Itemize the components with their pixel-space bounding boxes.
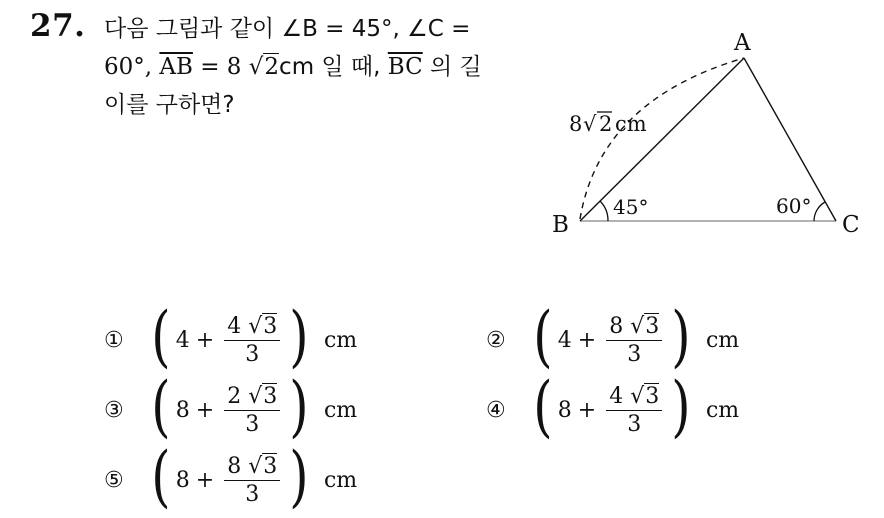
plus-sign: + xyxy=(577,397,597,423)
equals-eight: = 8 xyxy=(192,54,249,80)
side-label-radical: √ xyxy=(583,112,597,136)
side-label-coef: 8 xyxy=(569,112,583,136)
whole-part: 4 xyxy=(175,327,190,353)
fraction xyxy=(606,384,662,437)
side-label-unit: cm xyxy=(615,112,647,136)
choice-number: ② xyxy=(486,327,506,353)
choice-number: ③ xyxy=(104,397,124,423)
angle-c-value: 60°, xyxy=(104,54,160,80)
numerator-coef: 8 xyxy=(227,453,242,479)
vertex-a-label: A xyxy=(734,30,751,56)
numerator-coef: 4 xyxy=(227,313,242,339)
segment-ab: $\overline{AB}$ xyxy=(159,54,193,80)
unit: cm xyxy=(323,397,358,423)
side-ab xyxy=(580,58,744,221)
angle-arc-c xyxy=(814,202,825,221)
whole-part: 8 xyxy=(175,467,190,493)
radical-sign: √ xyxy=(630,383,645,409)
choice-number: ⑤ xyxy=(104,467,124,493)
choice-1[interactable] xyxy=(104,298,358,376)
vertex-b-label: B xyxy=(552,212,569,238)
choice-number: ① xyxy=(104,327,124,353)
plus-sign: + xyxy=(195,467,215,493)
denominator: 3 xyxy=(245,481,260,507)
angle-b-label: 45° xyxy=(613,195,649,219)
choice-4[interactable] xyxy=(486,368,740,446)
open-paren: ( xyxy=(151,368,171,445)
numerator-coef: 4 xyxy=(609,383,624,409)
unit-and-condition: cm 일 때, xyxy=(279,54,388,80)
angle-c-label: 60° xyxy=(776,194,812,218)
close-paren: ) xyxy=(671,298,691,375)
close-paren: ) xyxy=(671,368,691,445)
unit: cm xyxy=(323,327,358,353)
radicand: 2 xyxy=(264,54,280,80)
unit: cm xyxy=(705,397,740,423)
numerator-coef: 8 xyxy=(609,313,624,339)
denominator: 3 xyxy=(627,411,642,437)
close-paren: ) xyxy=(289,438,309,515)
whole-part: 8 xyxy=(175,397,190,423)
radicand: 3 xyxy=(645,383,660,409)
question-line-1: 다음 그림과 같이 ∠B = 45°, ∠C = xyxy=(104,16,471,42)
radical-sign: √ xyxy=(248,313,263,339)
denominator: 3 xyxy=(627,341,642,367)
denominator: 3 xyxy=(245,411,260,437)
open-paren: ( xyxy=(151,298,171,375)
fraction xyxy=(224,454,280,507)
choice-number: ④ xyxy=(486,397,506,423)
plus-sign: + xyxy=(195,327,215,353)
question-tail: 의 길 xyxy=(422,54,482,80)
radicand: 3 xyxy=(263,313,278,339)
radical-sign: √ xyxy=(630,313,645,339)
numerator-coef: 2 xyxy=(227,383,242,409)
choice-5[interactable] xyxy=(104,438,358,516)
side-label-radicand: 2 xyxy=(599,112,613,136)
radical-sign: √ xyxy=(248,383,263,409)
open-paren: ( xyxy=(533,298,553,375)
radicand: 3 xyxy=(263,453,278,479)
plus-sign: + xyxy=(577,327,597,353)
radical-sign: √ xyxy=(248,54,264,80)
close-paren: ) xyxy=(289,298,309,375)
choice-3[interactable] xyxy=(104,368,358,446)
denominator: 3 xyxy=(245,341,260,367)
fraction xyxy=(224,384,280,437)
open-paren: ( xyxy=(151,438,171,515)
choice-2[interactable] xyxy=(486,298,740,376)
whole-part: 4 xyxy=(557,327,572,353)
question-number: 27. xyxy=(30,8,86,44)
angle-arc-b xyxy=(600,201,608,221)
whole-part: 8 xyxy=(557,397,572,423)
radicand: 3 xyxy=(645,313,660,339)
unit: cm xyxy=(705,327,740,353)
fraction xyxy=(224,314,280,367)
question-line-3: 이를 구하면? xyxy=(104,92,235,118)
unit: cm xyxy=(323,467,358,493)
radicand: 3 xyxy=(263,383,278,409)
radical-sign: √ xyxy=(248,453,263,479)
segment-bc: $\overline{BC}$ xyxy=(387,54,423,80)
close-paren: ) xyxy=(289,368,309,445)
vertex-c-label: C xyxy=(842,212,860,238)
fraction xyxy=(606,314,662,367)
open-paren: ( xyxy=(533,368,553,445)
plus-sign: + xyxy=(195,397,215,423)
